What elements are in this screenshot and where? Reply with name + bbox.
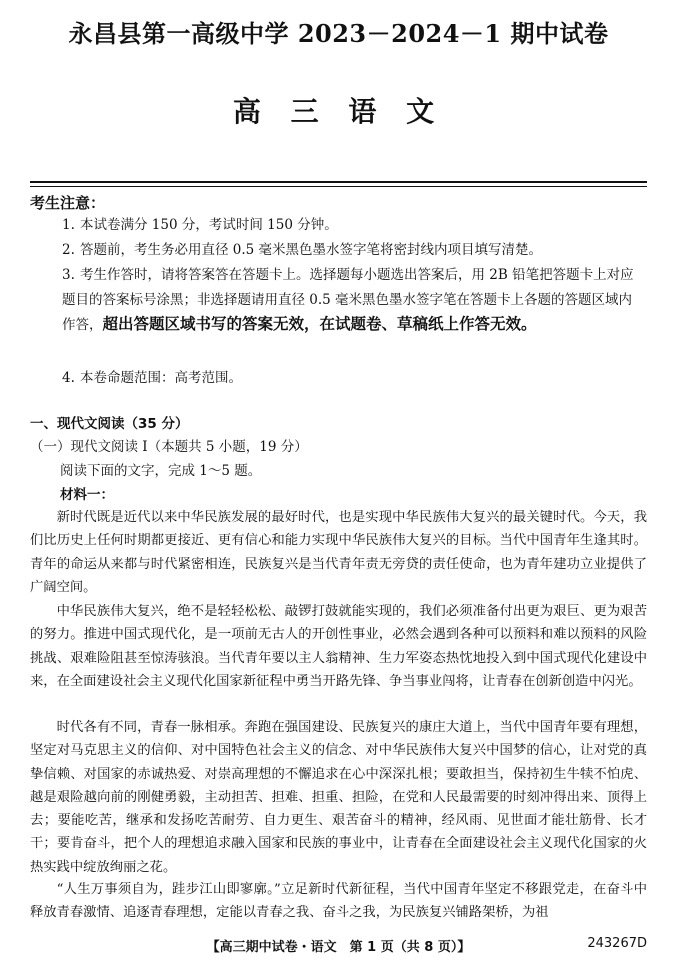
notice-item-number: 2. bbox=[62, 242, 75, 258]
section-title: 一、现代文阅读（35 分） bbox=[30, 416, 189, 432]
material-label: 材料一： bbox=[60, 487, 114, 503]
section-instruction: 阅读下面的文字，完成 1～5 题。 bbox=[60, 463, 262, 479]
notice-item-text: 考生作答时，请将答案答在答题卡上。选择题每小题选出答案后，用 2B 铅笔把答题卡上对应题目的答案标号涂黑；非选择题请用直径 0.5 毫米黑色墨水签字笔在答题卡上各题的答题区域内作答， bbox=[62, 267, 634, 333]
notice-item-number: 4. bbox=[62, 370, 75, 386]
footer-page-info: 【高三期中试卷・语文 第 1 页（共 8 页）】 bbox=[206, 940, 471, 955]
paragraph-2: 中华民族伟大复兴，绝不是轻轻松松、敲锣打鼓就能实现的，我们必须准备付出更为艰巨、更为艰苦的努力。推进中国式现代化，是一项前无古人的开创性事业，必然会遇到各种可以预料和难以预料的风险挑战、艰难险阻甚至惊涛骇浪。当代青年要以主人翁精神、生力军姿态热忱地投入到中国式现代化建设中来，在全面建设社会主义现代化国家新征程中勇当开路先锋、争当事业闯将，让青春在创新创造中闪光。 bbox=[30, 604, 647, 689]
paragraph-4: “人生万事须自为，跬步江山即寥廓。”立足新时代新征程，当代中国青年坚定不移跟党走，在奋斗中释放青春激情、追逐青春理想，定能以青春之我、奋斗之我，为民族复兴铺路架桥，为祖 bbox=[30, 882, 647, 921]
notice-item-text: 本卷命题范围：高考范围。 bbox=[80, 370, 242, 386]
notice-item-4 bbox=[62, 366, 652, 391]
divider-thick bbox=[30, 181, 647, 183]
paragraph-3: 时代各有不同，青春一脉相承。奔跑在强国建设、民族复兴的康庄大道上，当代中国青年要有理想，坚定对马克思主义的信仰、对中国特色社会主义的信念、对中华民族伟大复兴中国梦的信心，让对党的真挚信赖、对国家的赤诚热爱、对崇高理想的不懈追求在心中深深扎根；要敢担当，保持初生牛犊不怕虎、越是艰险越向前的刚健勇毅，主动担苦、担难、担重、担险，在党和人民最需要的时刻冲得出来、顶得上去；要能吃苦，继承和发扬吃苦耐劳、自力更生、艰苦奋斗的精神，经风雨、见世面才能壮筋骨、长才干；要肯奋斗，把个人的理想追求融入国家和民族的事业中，让青春在全面建设社会主义现代化国家的火热实践中绽放绚丽之花。 bbox=[30, 720, 647, 875]
notice-item-3 bbox=[62, 263, 644, 338]
notice-item-number: 3. bbox=[62, 267, 75, 283]
notice-item-number: 1. bbox=[62, 217, 75, 233]
footer-code: 243267D bbox=[587, 936, 647, 951]
paragraph-1: 新时代既是近代以来中华民族发展的最好时代，也是实现中华民族伟大复兴的最关键时代。今天，我们比历史上任何时期都更接近、更有信心和能力实现中华民族伟大复兴的目标。当代中国青年生逢其时。青年的命运从来都与时代紧密相连，民族复兴是当代青年责无旁贷的责任使命，也为青年建功立业提供了广阔空间。 bbox=[30, 510, 647, 595]
divider-thin bbox=[30, 186, 647, 187]
notice-item-text: 答题前，考生务必用直径 0.5 毫米黑色墨水签字笔将密封线内项目填写清楚。 bbox=[80, 242, 543, 258]
subject-title: 高 三 语 文 bbox=[232, 95, 445, 128]
exam-title: 永昌县第一高级中学 2023－2024－1 期中试卷 bbox=[68, 19, 609, 48]
notice-heading: 考生注意： bbox=[30, 194, 106, 212]
notice-item-2 bbox=[62, 238, 652, 263]
notice-item-1 bbox=[62, 213, 652, 238]
notice-item-emphasis: 超出答题区域书写的答案无效，在试题卷、草稿纸上作答无效。 bbox=[102, 315, 537, 333]
section-subtitle: （一）现代文阅读 I（本题共 5 小题，19 分） bbox=[30, 439, 308, 455]
notice-item-text: 本试卷满分 150 分，考试时间 150 分钟。 bbox=[80, 217, 338, 233]
